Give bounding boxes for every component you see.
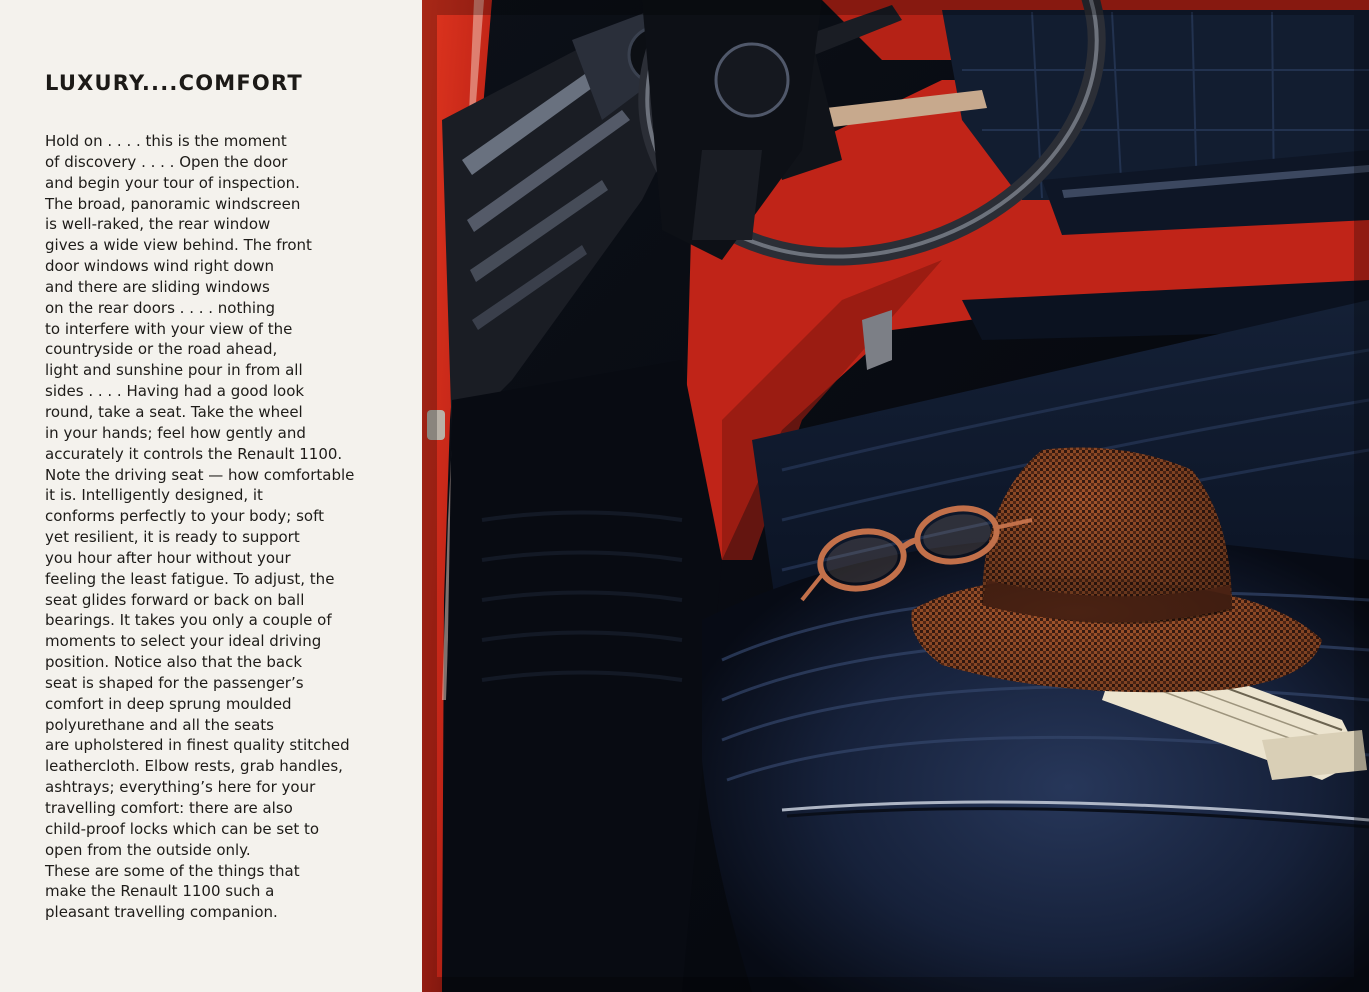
- body-copy: [45, 131, 354, 923]
- body-line: in your hands; feel how gently and: [45, 423, 306, 442]
- page-heading: LUXURY....COMFORT: [45, 71, 303, 95]
- body-line: These are some of the things that: [45, 861, 300, 880]
- body-line: on the rear doors . . . . nothing: [45, 298, 276, 317]
- body-line: The broad, panoramic windscreen: [45, 194, 301, 213]
- car-interior-illustration: [422, 0, 1369, 992]
- body-line: Hold on . . . . this is the moment: [45, 132, 287, 150]
- body-line: feeling the least fatigue. To adjust, the: [45, 569, 335, 588]
- body-line: is well-raked, the rear window: [45, 215, 271, 234]
- body-line: moments to select your ideal driving: [45, 632, 322, 651]
- text-column: [0, 0, 422, 992]
- body-line: light and sunshine pour in from all: [45, 361, 303, 380]
- body-line: child-proof locks which can be set to: [45, 819, 320, 838]
- body-line: door windows wind right down: [45, 257, 275, 276]
- body-line: ashtrays; everything’s here for your: [45, 778, 316, 797]
- body-line: seat glides forward or back on ball: [45, 590, 305, 609]
- body-line: leathercloth. Elbow rests, grab handles,: [45, 757, 343, 776]
- body-line: it is. Intelligently designed, it: [45, 486, 263, 505]
- body-line: gives a wide view behind. The front: [45, 236, 312, 255]
- body-line: yet resilient, it is ready to support: [45, 528, 300, 547]
- body-line: and begin your tour of inspection.: [45, 173, 300, 192]
- body-line: you hour after hour without your: [45, 548, 291, 567]
- body-line: bearings. It takes you only a couple of: [45, 611, 332, 630]
- body-line: position. Notice also that the back: [45, 653, 303, 672]
- body-line: and there are sliding windows: [45, 277, 270, 296]
- body-line: travelling comfort: there are also: [45, 799, 293, 817]
- body-line: seat is shaped for the passenger’s: [45, 673, 304, 692]
- body-line: Note the driving seat — how comfortable: [45, 465, 355, 484]
- car-interior-photo: [422, 0, 1369, 992]
- body-line: sides . . . . Having had a good look: [45, 382, 305, 401]
- body-line: make the Renault 1100 such a: [45, 882, 275, 901]
- body-line: conforms perfectly to your body; soft: [45, 507, 324, 526]
- body-line: round, take a seat. Take the wheel: [45, 402, 303, 421]
- body-line: are upholstered in finest quality stitched: [45, 736, 350, 755]
- body-line: to interfere with your view of the: [45, 319, 293, 338]
- body-line: pleasant travelling companion.: [45, 903, 278, 922]
- body-line: open from the outside only.: [45, 840, 251, 859]
- body-line: comfort in deep sprung moulded: [45, 694, 292, 713]
- body-line: accurately it controls the Renault 1100.: [45, 444, 343, 463]
- body-line: of discovery . . . . Open the door: [45, 152, 288, 171]
- body-line: countryside or the road ahead,: [45, 340, 278, 359]
- body-line: polyurethane and all the seats: [45, 715, 274, 734]
